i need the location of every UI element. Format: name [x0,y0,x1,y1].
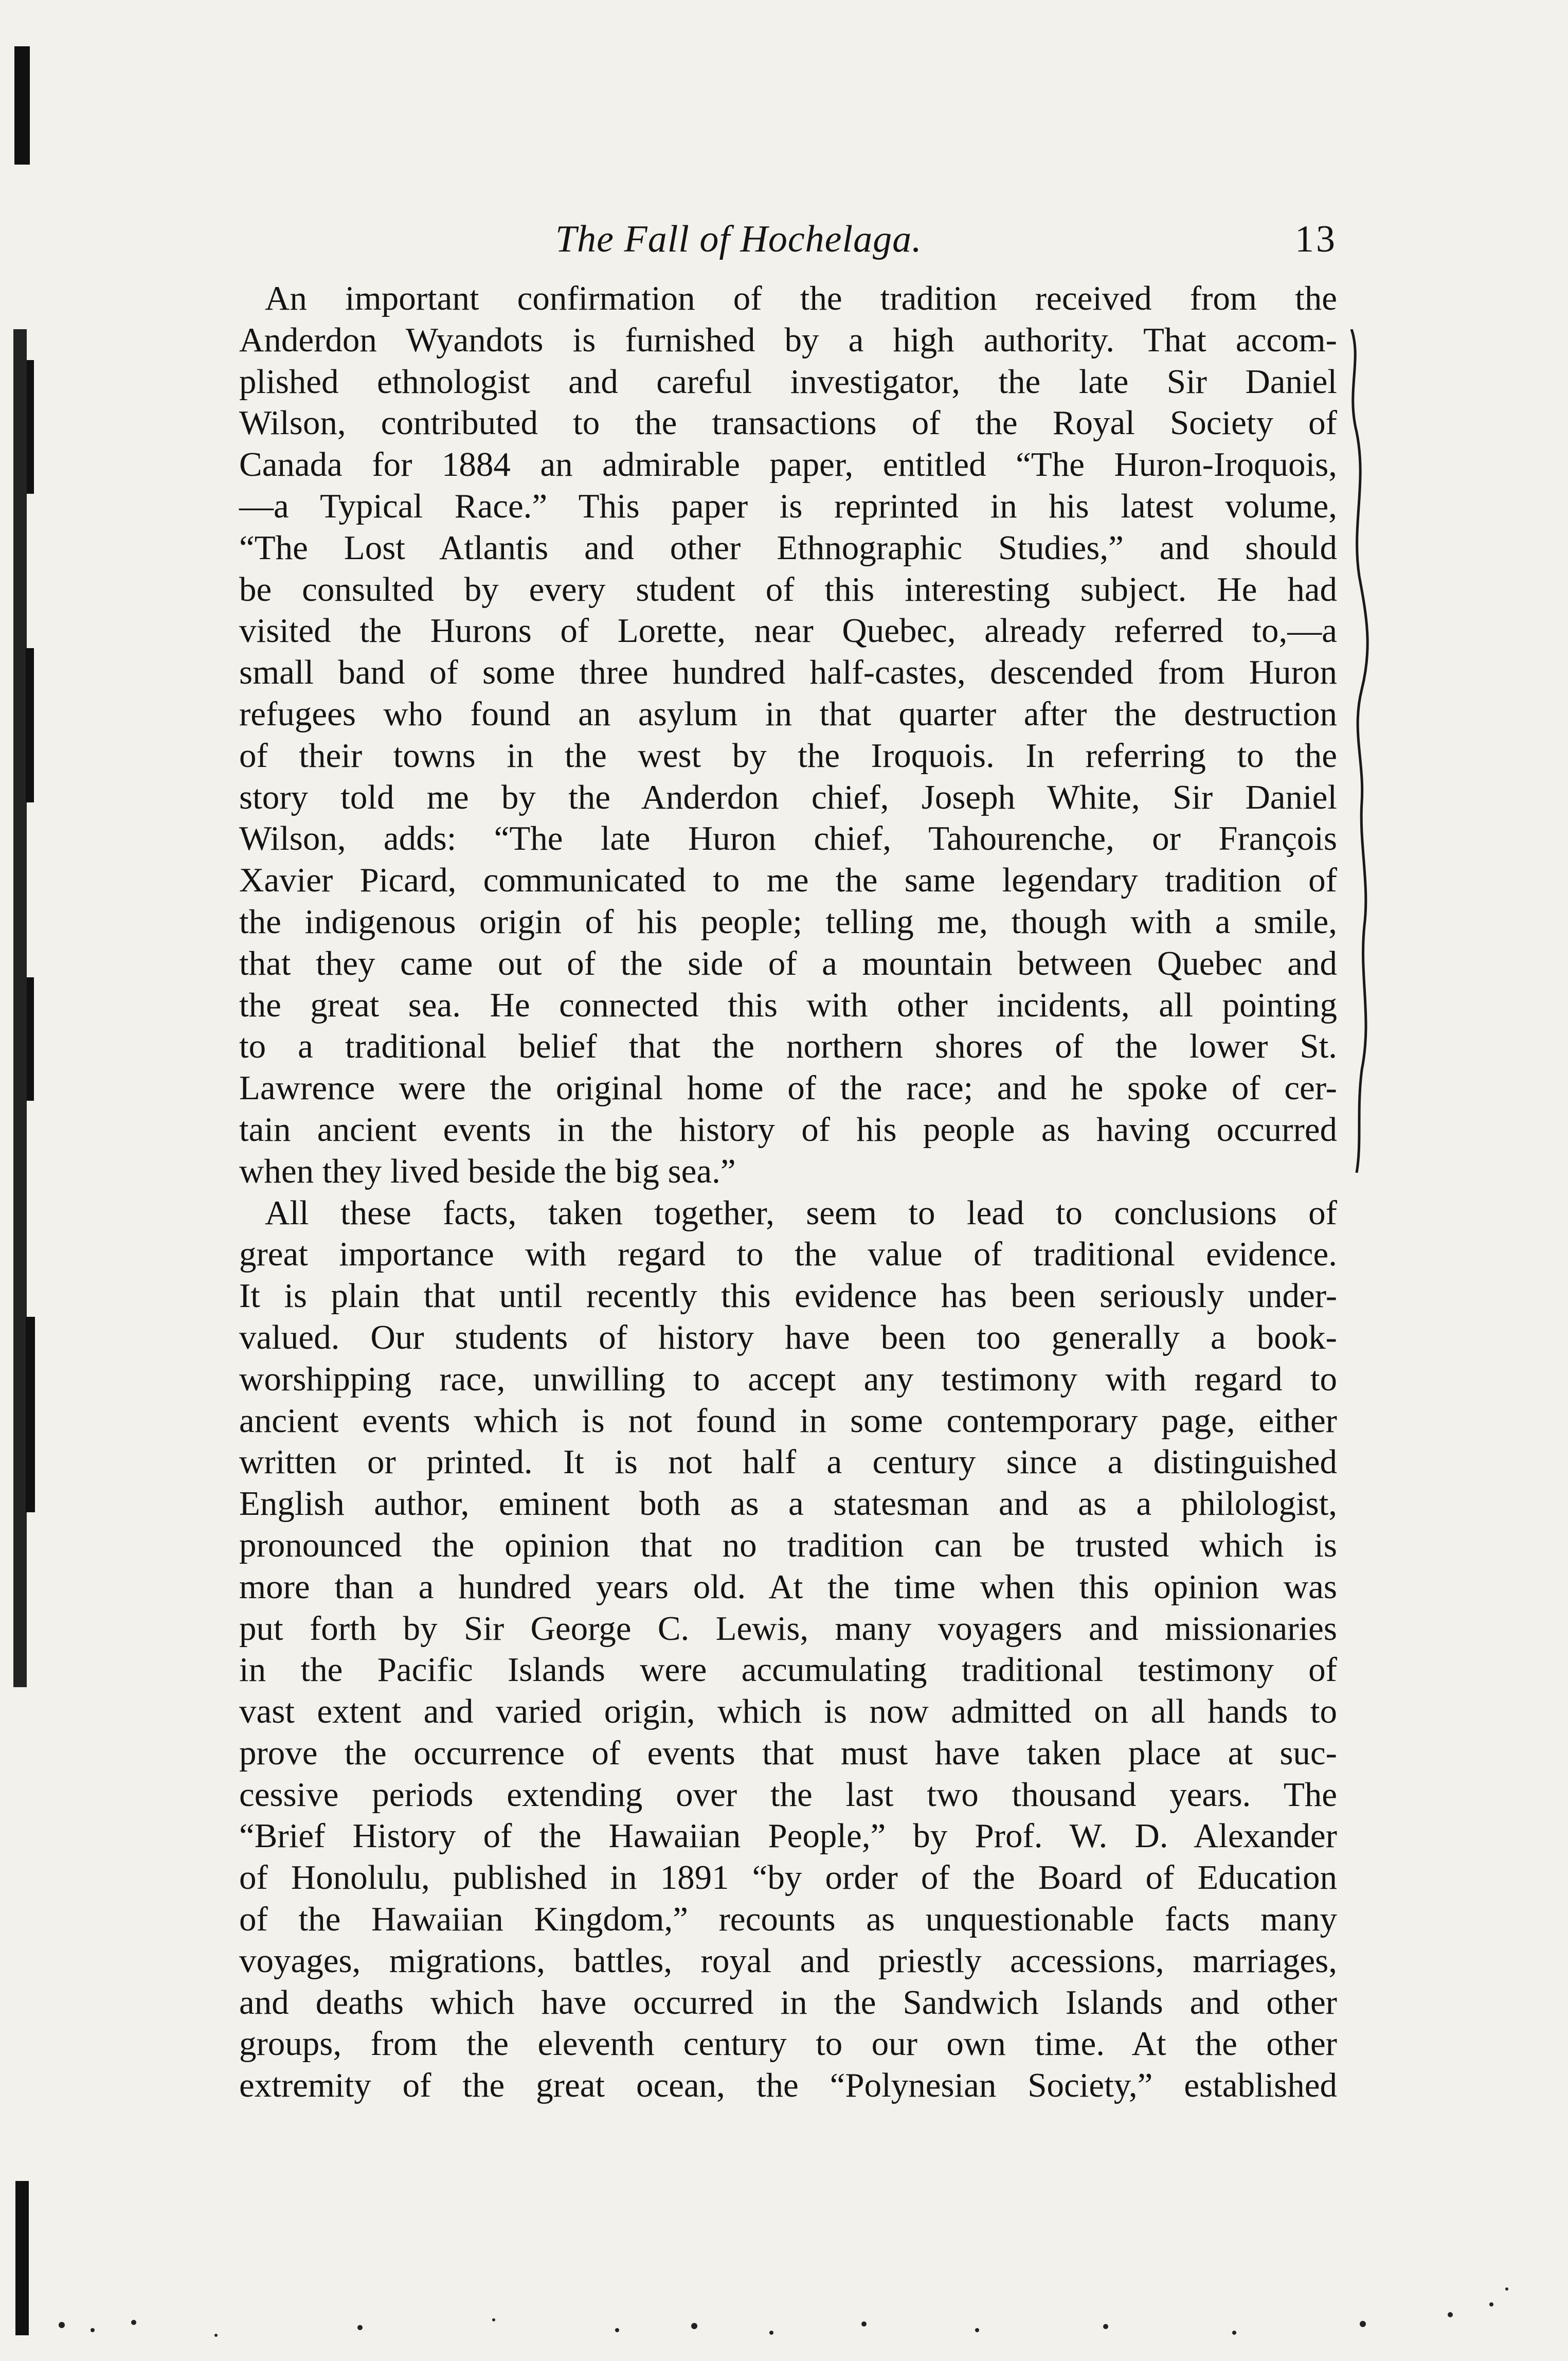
text-line: and deaths which have occurred in the Sandwich Islands and other [239,1983,1337,2022]
text-line: great importance with regard to the value of traditional evidence. [239,1235,1337,1274]
binding-shadow-mark-1 [27,360,34,494]
text-line: ancient events which is not found in some contemporary page, either [239,1401,1337,1440]
margin-bracket-mark [1341,329,1377,1173]
text-line: pronounced the opinion that no tradition can be trusted which is [239,1526,1337,1564]
text-line: It is plain that until recently this evidence has been seriously under- [239,1277,1337,1315]
running-head [555,211,1337,267]
text-line: when they lived beside the big sea.” [239,1152,736,1190]
text-line: prove the occurrence of events that must have taken place at suc- [239,1733,1337,1772]
text-line: of Honolulu, published in 1891 “by order of the Board of Education [239,1858,1337,1897]
text-line: be consulted by every student of this interesting subject. He had [239,570,1337,609]
text-line: “Brief History of the Hawaiian People,” by Prof. W. D. Alexander [239,1817,1337,1855]
text-line: put forth by Sir George C. Lewis, many voyagers and missionaries [239,1609,1337,1648]
text-line: extremity of the great ocean, the “Polynesian Society,” established [239,2066,1337,2105]
page-number: 13 [1295,218,1337,260]
text-line: voyages, migrations, battles, royal and priestly accessions, marriages, [239,1941,1337,1980]
text-line: Lawrence were the original home of the race; and he spoke of cer- [239,1069,1337,1107]
text-line: tain ancient events in the history of his people as having occurred [239,1110,1337,1149]
text-line: to a traditional belief that the northern shores of the lower St. [239,1027,1337,1066]
binding-shadow-mark-3 [27,977,34,1101]
text-line: Wilson, adds: “The late Huron chief, Tahourenche, or François [239,819,1337,858]
binding-shadow-main [13,329,27,1687]
text-line: English author, eminent both as a statesman and as a philologist, [239,1484,1337,1523]
text-line: Anderdon Wyandots is furnished by a high authority. That accom- [239,320,1337,359]
body-text [239,278,1337,2106]
text-line: cessive periods extending over the last two thousand years. The [239,1775,1337,1814]
text-line: All these facts, taken together, seem to lead to conclusions of [265,1193,1337,1232]
text-line: vast extent and varied origin, which is now admitted on all hands to [239,1692,1337,1731]
text-line: of their towns in the west by the Iroquois. In referring to the [239,736,1337,775]
text-line: Wilson, contributed to the transactions of the Royal Society of [239,404,1337,442]
scan-noise-bottom [0,2258,1568,2361]
text-line: that they came out of the side of a mountain between Quebec and [239,944,1337,982]
running-title: The Fall of Hochelaga. [555,218,922,260]
text-line: the great sea. He connected this with other incidents, all pointing [239,986,1337,1024]
text-line: the indigenous origin of his people; telling me, though with a smile, [239,902,1337,941]
text-line: of the Hawaiian Kingdom,” recounts as unquestionable facts many [239,1900,1337,1939]
binding-shadow-mark-2 [26,648,34,802]
text-line: written or printed. It is not half a century since a distinguished [239,1443,1337,1481]
text-line: —a Typical Race.” This paper is reprinted in his latest volume, [239,487,1337,525]
text-line: plished ethnologist and careful investigator, the late Sir Daniel [239,362,1337,401]
text-line: in the Pacific Islands were accumulating traditional testimony of [239,1651,1337,1689]
text-line: worshipping race, unwilling to accept any testimony with regard to [239,1360,1337,1398]
text-line: An important confirmation of the tradition received from the [265,279,1337,317]
text-line: small band of some three hundred half-castes, descended from Huron [239,653,1337,692]
text-line: “The Lost Atlantis and other Ethnographic Studies,” and should [239,528,1337,567]
text-line: Xavier Picard, communicated to me the same legendary tradition of [239,861,1337,900]
text-line: valued. Our students of history have been too generally a book- [239,1318,1337,1356]
text-line: groups, from the eleventh century to our own time. At the other [239,2025,1337,2063]
text-line: Canada for 1884 an admirable paper, entitled “The Huron-Iroquois, [239,445,1337,484]
binding-shadow-mark-4 [26,1317,35,1512]
text-line: refugees who found an asylum in that quarter after the destruction [239,694,1337,733]
text-line: more than a hundred years old. At the time when this opinion was [239,1567,1337,1606]
binding-shadow-top [14,46,30,165]
text-line: visited the Hurons of Lorette, near Quebec, already referred to,—a [239,612,1337,650]
text-line: story told me by the Anderdon chief, Joseph White, Sir Daniel [239,778,1337,816]
